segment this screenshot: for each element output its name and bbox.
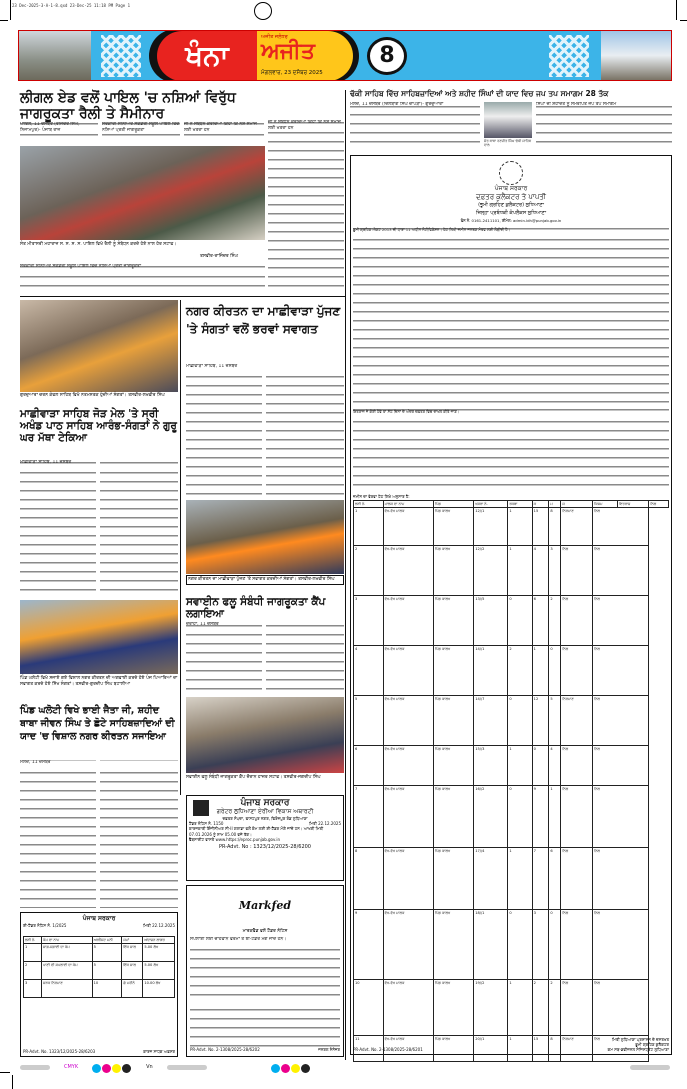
table-cell: 15 — [532, 1036, 549, 1062]
tender-table — [23, 936, 175, 998]
ad-url: ਵੈੱਬਸਾਈਟ ਵਾਸਤੇ www.https://eproc.punjab.gov.in — [189, 837, 280, 842]
photo-credit: ਤਸਵੀਰ-ਗੁਰਦੀਪ ਸਿੰਘ ਬਟਾਲੀਆ — [75, 682, 131, 687]
ad-advt-number: PR-Advt. No. 2-1308/2025-28/6201 — [353, 1047, 423, 1052]
photo-health-camp — [186, 697, 344, 773]
cmyk-dots-icon — [92, 1058, 132, 1077]
signatory-title: ਭੂਮੀ ਗ੍ਰਹਿਣ ਕੁਲੈਕਟਰ — [635, 1042, 669, 1047]
signatory-office: ਕਮ ਸਬ-ਡਵੀਜ਼ਨਲ ਮੈਜਿਸਟ੍ਰੇਟ ਲੁਧਿਆਣਾ — [607, 1047, 669, 1052]
ad-date: ਮਿਤੀ 22.12.2025 — [309, 821, 341, 826]
table-cell: 1 — [508, 746, 532, 786]
table-cell: ਵੱਖ-ਵੱਖ ਮਾਲਕ — [383, 910, 433, 980]
table-cell: 12//2 — [474, 546, 508, 596]
photo-caption — [20, 676, 178, 688]
table-cell: 12 — [532, 696, 549, 746]
masthead — [18, 30, 672, 81]
table-cell: 2 — [24, 962, 42, 980]
table-cell: 0 — [508, 696, 532, 746]
divider — [180, 300, 181, 795]
signature-line: ਮਿਤੀ ਲੁਧਿਆਣਾ ਪ੍ਰਸ਼ਾਸਨ ਦੇ ਦਸਤਖਤ — [611, 1037, 669, 1042]
table-cell: 4 — [354, 646, 384, 696]
table-cell: 16//2 — [474, 786, 508, 848]
table-cell: 12//1 — [474, 508, 508, 546]
divider — [345, 90, 346, 1060]
column-header: ਅੰਦਾਜ਼ਨ ਲਾਗਤ — [143, 937, 175, 944]
cmyk-dots-icon — [271, 1058, 311, 1077]
story-text: ਮਲੌਦ, 11 ਦਸੰਬਰ — [20, 760, 96, 908]
table-cell: ਨਿਲ — [593, 910, 649, 980]
story-text: ਪਾਇਲ, 11 ਦਸੰਬਰ (ਰਜਿੰਦਰ ਸਿੰਘ, ਨਿਜਾਮਪੁਰ)- ਪੰਜਾਬ ਰਾਜ — [20, 122, 98, 142]
paper-logo — [257, 31, 353, 81]
table-cell: 13//5 — [474, 596, 508, 646]
column-header: ਮਾਲਕ ਦਾ ਨਾਮ — [383, 501, 433, 508]
cmyk-label: CMYK — [64, 1064, 79, 1070]
city-name: ਖੰਨਾ — [157, 31, 257, 81]
ad-markfed — [186, 885, 344, 1057]
table-cell: 7 — [532, 848, 549, 910]
ad-signatory: ਕਾਰਜ ਸਾਧਕ ਅਫ਼ਸਰ — [143, 1049, 175, 1054]
paper-name: ਅਜੀਤ — [261, 39, 315, 64]
table-cell: ਨਿਲ — [561, 910, 593, 980]
story-text: ਸਰਕਾਰੀ ਸੀਨੀਅਰ ਸੈਕੰਡਰੀ ਸਕੂਲ ਪਾਇਲ ਵਿਚ ਨਸ਼ਿਆਂ ਪ੍ਰਤੀ ਜਾਗਰੂਕਤਾ — [102, 122, 180, 142]
table-cell: ਨਿਲ — [593, 646, 649, 696]
table-cell: ਵੱਖ-ਵੱਖ ਮਾਲਕ — [383, 848, 433, 910]
table-cell: ਨਿਲ — [593, 980, 649, 1036]
table-cell: ਨਿਰਮਾਣ — [561, 1036, 593, 1062]
table-cell: 1 — [532, 646, 549, 696]
table-row — [354, 910, 669, 980]
column-header: ਰਕਬਾ — [508, 501, 532, 508]
page-number: 8 — [367, 37, 407, 75]
photo-credit: ਤਸਵੀਰ-ਜਗਦੀਪ ਸਿੰਘ — [283, 775, 321, 780]
table-cell: 1 — [508, 980, 532, 1036]
ad-glada — [186, 795, 344, 881]
table-cell: ਪਿੰਡ ਕਾਲਖ — [434, 546, 474, 596]
table-cell: 0 — [549, 910, 561, 980]
table-cell: ਨਿਲ — [561, 848, 593, 910]
notice-sub2: ਜ਼ਿਲ੍ਹਾ ਪ੍ਰਬੰਧਕੀ ਕੰਪਲੈਕਸ ਲੁਧਿਆਣਾ — [475, 210, 547, 216]
photo-caption: ਸੰਤ ਮੀਤਾਸਰੀ ਮਹਾਰਾਜ ਸ. ਸ. ਸ. ਸ. ਪਾਇਲ ਵਿਖੇ ਰੈਲੀ ਨੂੰ ਸੰਬੋਧਨ ਕਰਦੇ ਹੋਏ ਨਾਲ ਹੋਰ ਸਟਾਫ। — [20, 242, 177, 247]
table-row — [354, 596, 669, 646]
table-row — [354, 696, 669, 746]
ad-ref: ਈ-ਟੈਂਡਰ ਨੋਟਿਸ ਨੰ. 1/2025 — [23, 923, 67, 928]
table-cell: ਛੇ ਮਹੀਨੇ — [122, 980, 143, 998]
table-cell: 3 — [549, 546, 561, 596]
photo-caption: ਸੰਤ ਬਾਬਾ ਰਣਜੀਤ ਸਿੰਘ ਢੱਕੀ ਸਾਹਿਬ ਵਾਲੇ — [484, 139, 532, 147]
table-cell: 0 — [508, 596, 532, 646]
table-cell: 1 — [508, 508, 532, 546]
table-cell: ਨਿਲ — [561, 786, 593, 848]
table-cell: 0 — [508, 910, 532, 980]
table-cell: 2 — [549, 980, 561, 1036]
table-cell: ਪਿੰਡ ਕਾਲਖ — [434, 646, 474, 696]
notice-title: ਪੰਜਾਬ ਸਰਕਾਰ — [494, 185, 528, 192]
print-mark: Vn — [146, 1064, 153, 1070]
table-cell: ਨਿਲ — [561, 596, 593, 646]
ad-text — [190, 997, 340, 1047]
land-table — [353, 500, 669, 1062]
table-cell: ਵੱਖ-ਵੱਖ ਮਾਲਕ — [383, 980, 433, 1036]
table-cell: ਨਿਲ — [561, 746, 593, 786]
table-cell: 5 — [549, 696, 561, 746]
photo-procession — [20, 600, 178, 674]
table-cell: ਵੱਖ-ਵੱਖ ਮਾਲਕ — [383, 596, 433, 646]
masthead-photo-left — [19, 31, 91, 80]
grey-bar — [630, 1065, 670, 1070]
story-text: ਜੀ ਨੇ ਸੰਬੋਧਨ ਕਰਦਿਆਂ ਕਿਹਾ ਕਿ ਨਸ਼ੇ ਸਮਾਜ ਲਈ ਖਤਰਾ ਹਨ — [268, 120, 344, 292]
table-cell: ਸਾਫ਼-ਸਫ਼ਾਈ ਦਾ ਕੰਮ — [42, 944, 93, 962]
story-text: ਸਰਕਾਰੀ ਸੀਨੀਅਰ ਸੈਕੰਡਰੀ ਸਕੂਲ ਪਾਇਲ ਵਿਚ ਨਸ਼ਿਆਂ ਪ੍ਰਤੀ ਜਾਗਰੂਕਤਾ — [20, 264, 265, 292]
table-cell: 1 — [354, 508, 384, 546]
decorative-pattern — [549, 35, 589, 77]
column-header: ਲੜੀ ਨੰ. — [24, 937, 42, 944]
table-cell: ਵੱਖ-ਵੱਖ ਮਾਲਕ — [383, 746, 433, 786]
table-cell: 14//1 — [474, 646, 508, 696]
table-cell: 2 — [508, 646, 532, 696]
headline-swine-flu: ਸਵਾਈਨ ਫਲੂ ਸੰਬੰਧੀ ਜਾਗਰੂਕਤਾ ਕੈਂਪ ਲਗਾਇਆ — [186, 596, 326, 621]
table-cell: 5 — [92, 944, 122, 962]
table-cell: 10 — [354, 980, 384, 1036]
markfed-logo: Markfed — [238, 899, 292, 912]
table-cell: 2 — [354, 546, 384, 596]
government-emblem-icon — [193, 800, 209, 816]
table-cell: ਪਿੰਡ ਕਾਲਖ — [434, 910, 474, 980]
notice-dept: ਦਫ਼ਤਰ ਕੁਲੈਕਟਰ ਤੇ ਪਾਪਤੀ — [476, 193, 546, 201]
table-cell: ਪਿੰਡ ਕਾਲਖ — [434, 508, 474, 546]
table-cell: ਪਾਣੀ ਦੀ ਸਪਲਾਈ ਦਾ ਕੰਮ — [42, 962, 93, 980]
table-cell: 17//4 — [474, 848, 508, 910]
table-cell: ਵੱਖ-ਵੱਖ ਮਾਲਕ — [383, 696, 433, 746]
ad-land-acquisition-notice — [350, 155, 672, 1055]
table-cell: ਵੱਖ-ਵੱਖ ਮਾਲਕ — [383, 1036, 433, 1062]
table-cell: 14//7 — [474, 696, 508, 746]
decorative-pattern — [101, 35, 141, 77]
headline-nagar-kirtan: ਨਗਰ ਕੀਰਤਨ ਦਾ ਮਾਛੀਵਾੜਾ ਪੁੱਜਣ 'ਤੇ ਸੰਗਤਾਂ ਵਲੋਂ ਭਰਵਾਂ ਸਵਾਗਤ — [186, 304, 341, 336]
notice-sub: (ਭੂਮੀ ਗ੍ਰਹਿਣ ਕੁਲੈਕਟਰ) ਲੁਧਿਆਣਾ — [478, 202, 544, 208]
ad-address: ਦਫ਼ਤਰ ਸੰਪਦਾ, ਫਾਸਟਪੁਰ ਨਗਰ, ਫਿਰੋਜ਼ਪੁਰ ਰੋਡ ਲੁਧਿਆਣਾ — [222, 816, 308, 821]
table-cell: 9 — [354, 910, 384, 980]
column-header: ਕ — [532, 501, 549, 508]
divider — [20, 296, 345, 297]
issue-date: ਮੰਗਲਵਾਰ, 23 ਦਸੰਬਰ 2025 — [261, 70, 323, 76]
table-cell: 1 — [508, 1036, 532, 1062]
story-text: ਮਲੌਦ, 11 ਦਸੰਬਰ (ਦਿਲਬਾਗ ਸਿੰਘ ਚਾਪੜਾ)- ਗੁਰਦੁਆਰਾ — [350, 102, 480, 146]
table-row — [354, 848, 669, 910]
table-title: ਜ਼ਮੀਨ ਦਾ ਵੇਰਵਾ ਹੇਠ ਲਿਖੇ ਅਨੁਸਾਰ ਹੈ: — [353, 494, 410, 499]
grey-bar — [167, 1065, 207, 1070]
story-text: ਸਿੰਘਾਂ ਦੀ ਸ਼ਹਾਦਤ ਨੂੰ ਸਮਰਪਿਤ ਜਪ ਤਪ ਸਮਾਗਮ — [536, 102, 672, 146]
photo-nagar-kirtan — [186, 500, 344, 574]
table-cell: ਪਿੰਡ ਕਾਲਖ — [434, 786, 474, 848]
table-cell: ਨਿਰਮਾਣ — [561, 696, 593, 746]
table-cell: 2 — [549, 596, 561, 646]
column-header: ਸ — [561, 501, 593, 508]
table-cell: 9 — [532, 786, 549, 848]
ad-advt-number: PR-Advt. No. 1323/12/2025-28/6203 — [23, 1049, 96, 1054]
photo-gurdwara — [20, 300, 178, 392]
table-cell: ਪਿੰਡ ਕਾਲਖ — [434, 980, 474, 1036]
photo-caption — [20, 393, 178, 399]
table-cell: ਵੱਖ-ਵੱਖ ਮਾਲਕ — [383, 508, 433, 546]
crop-mark — [0, 20, 8, 21]
column-header: ਸਮਾਂ — [122, 937, 143, 944]
column-header: ਲੜੀ ਨੰ. — [354, 501, 384, 508]
story-text: ਦੋਰਾਹਾ, 11 ਦਸੰਬਰ — [186, 622, 262, 694]
crop-mark — [0, 1072, 10, 1073]
table-cell: 3 — [24, 980, 42, 998]
notice-contact: ਫੋਨ ਨੰ. 0161-2411101, ਈਮੇਲ: admin.ldh@punjab.gov.in — [460, 218, 562, 223]
ad-date: ਮਿਤੀ 22.12.2025 — [143, 923, 175, 928]
grey-bar — [20, 1065, 50, 1070]
photo-rally — [20, 146, 265, 240]
table-cell: 3 — [354, 596, 384, 646]
table-cell: 15//3 — [474, 746, 508, 786]
table-cell: ਨਿਲ — [593, 786, 649, 848]
ad-ref: ਟੈਂਡਰ ਨੋਟਿਸ ਨੰ. 1150 — [189, 821, 224, 826]
caption-text: ਨਗਰ ਕੀਰਤਨ ਦਾ ਮਾਛੀਵਾੜਾ ਪੁੱਜਣ 'ਤੇ ਸਵਾਗਤ ਕਰਦੀਆਂ ਸੰਗਤਾਂ। — [188, 577, 297, 582]
story-text — [266, 622, 344, 694]
column-header: ਕਿਸਮ — [593, 501, 618, 508]
table-row — [354, 980, 669, 1036]
table-cell: 5 — [354, 696, 384, 746]
table-cell: 19//2 — [474, 980, 508, 1036]
table-cell: ਨਿਲ — [561, 646, 593, 696]
table-cell: 18//1 — [474, 910, 508, 980]
table-cell: ਪਿੰਡ ਕਾਲਖ — [434, 1036, 474, 1062]
table-row — [354, 746, 669, 786]
column-header: ਇਤਰਾਜ਼ — [618, 501, 649, 508]
photo-caption — [186, 575, 344, 585]
table-cell: ਪਿੰਡ ਕਾਲਖ — [434, 848, 474, 910]
table-cell: 8 — [354, 848, 384, 910]
table-row — [24, 980, 175, 998]
notice-text: ਭੂਮੀ ਗ੍ਰਹਿਣ ਐਕਟ 2013 ਦੀ ਧਾਰਾ 11 ਅਧੀਨ ਨੋਟੀਫਿਕੇਸ਼ਨ। ਹੇਠ ਲਿਖੀ ਜ਼ਮੀਨ ਜਨਤਕ ਮੰਤਵ ਲਈ ਲੋੜੀਂਦੀ ਹੈ। — [353, 227, 669, 409]
table-cell: 1 — [508, 546, 532, 596]
table-row — [354, 786, 669, 848]
headline-akhand-path: ਮਾਛੀਵਾੜਾ ਸਾਹਿਬ ਜੋੜ ਮੇਲ 'ਤੇ ਸ੍ਰੀ ਅਖੰਡ ਪਾਠ ਸਾਹਿਬ ਆਰੰਭ-ਸੰਗਤਾਂ ਨੇ ਗੁਰੂ ਘਰ ਮੱਥਾ ਟੇਕਿਆ — [20, 408, 177, 445]
table-cell: ਇੱਕ ਸਾਲ — [122, 944, 143, 962]
table-cell: 8 — [549, 1036, 561, 1062]
ad-title: ਮਾਰਕਫੈੱਡ ਵਲੋਂ ਟੈਂਡਰ ਨੋਟਿਸ — [242, 929, 288, 934]
table-cell: 6 — [549, 848, 561, 910]
notice-text: ਇਤਰਾਜ਼ ਜੇ ਕੋਈ ਹੋਵੇ ਤਾਂ ਸੱਠ ਦਿਨਾਂ ਦੇ ਅੰਦਰ ਦਫ਼ਤਰ ਵਿਚ ਦਾਖਲ ਕੀਤੇ ਜਾਣ। — [353, 409, 669, 493]
tagline: ਅਜੀਤ ਜਲੰਧਰ — [261, 34, 288, 40]
ad-tender-small — [20, 912, 178, 1057]
headline-ghaloti: ਪਿੰਡ ਘਲੋਟੀ ਵਿਖੇ ਭਾਈ ਜੈਤਾ ਜੀ, ਸ਼ਹੀਦ ਬਾਬਾ ਜੀਵਨ ਸਿੰਘ ਤੇ ਛੋਟੇ ਸਾਹਿਬਜ਼ਾਦਿਆਂ ਦੀ ਯਾਦ 'ਚ ਵਿਸ਼ਾਲ ਨਗਰ ਕੀਰਤਨ ਸਜਾਇਆ — [20, 705, 175, 742]
table-cell: 5.00 ਲੱਖ — [143, 962, 175, 980]
table-cell: ਪਿੰਡ ਕਾਲਖ — [434, 696, 474, 746]
table-cell: 20//1 — [474, 1036, 508, 1062]
ad-advt-number: PR-Advt. No : 1323/12/2025-28/6200 — [218, 844, 311, 850]
table-cell: 6 — [354, 746, 384, 786]
story-text — [100, 760, 178, 908]
story-text — [266, 364, 344, 496]
table-cell: 1 — [508, 848, 532, 910]
headline-legal-aid: ਲੀਗਲ ਏਡ ਵਲੋਂ ਪਾਇਲ 'ਚ ਨਸ਼ਿਆਂ ਵਿਰੁੱਧ ਜਾਗਰੂਕਤਾ ਰੈਲੀ ਤੇ ਸੈਮੀਨਾਰ — [20, 90, 236, 123]
column-header: ਕੰਮ ਦਾ ਨਾਮ — [42, 937, 93, 944]
table-cell: ਪਿੰਡ ਕਾਲਖ — [434, 596, 474, 646]
column-header: ਮ — [549, 501, 561, 508]
table-row — [24, 962, 175, 980]
ad-org: ਗਰੇਟਰ ਲੁਧਿਆਣਾ ਏਰੀਆ ਵਿਕਾਸ ਅਥਾਰਟੀ — [216, 808, 314, 815]
table-cell: ਨਿਲ — [593, 546, 649, 596]
caption-text: ਗੁਰਦੁਆਰਾ ਚਰਨ ਕੰਵਲ ਸਾਹਿਬ ਵਿਖੇ ਨਤਮਸਤਕ ਹੁੰਦੀਆਂ ਸੰਗਤਾਂ। — [20, 393, 127, 398]
table-cell: 11 — [354, 1036, 384, 1062]
ad-text: ਕਾਰਜਕਾਰੀ ਇੰਜੀਨੀਅਰ ਸੀ-II ਗਲਾਡਾ ਵਲੋਂ ਕੰਮ ਲਈ ਈ-ਟੈਂਡਰ ਮੰਗੇ ਜਾਂਦੇ ਹਨ। ਆਖਰੀ ਮਿਤੀ 07.01.2026 ਨੂੰ ਸ਼ਾਮ 05.00 ਵਜੇ ਤੱਕ। — [189, 826, 324, 837]
table-cell: 1 — [24, 944, 42, 962]
story-text: ਜੀ ਨੇ ਸੰਬੋਧਨ ਕਰਦਿਆਂ ਕਿਹਾ ਕਿ ਨਸ਼ੇ ਸਮਾਜ ਲਈ ਖਤਰਾ ਹਨ — [184, 122, 264, 142]
ad-title: ਪੰਜਾਬ ਸਰਕਾਰ — [82, 915, 116, 922]
table-row — [354, 646, 669, 696]
table-row — [354, 546, 669, 596]
ad-title: ਪੰਜਾਬ ਸਰਕਾਰ — [240, 798, 290, 808]
print-slug: 23 Dec-2025-3-A-1-8.qxd 23-Dec-25 11:18 PM Page 1 — [12, 3, 131, 8]
table-cell: 10 — [92, 980, 122, 998]
print-color-bar — [20, 1061, 670, 1073]
table-cell: 0 — [549, 646, 561, 696]
table-cell: 15 — [532, 508, 549, 546]
table-cell: 5 — [92, 962, 122, 980]
ad-signatory: ਜਨਰਲ ਮੈਨੇਜਰ — [318, 1047, 340, 1052]
caption-text: ਪਿੰਡ ਘਲੋਟੀ ਵਿਖੇ ਸਜਾਏ ਗਏ ਵਿਸ਼ਾਲ ਨਗਰ ਕੀਰਤਨ ਦੀ ਅਗਵਾਈ ਕਰਦੇ ਹੋਏ ਪੰਜ ਪਿਆਰਿਆਂ ਦਾ ਸਵਾਗਤ ਕਰਦੇ ਹੋਏ ਸਿੱਖ ਸੰਗਤਾਂ। — [20, 676, 178, 687]
table-cell: ਵੱਖ-ਵੱਖ ਮਾਲਕ — [383, 646, 433, 696]
table-cell: ਪਿੰਡ ਕਾਲਖ — [434, 746, 474, 786]
table-cell: ਨਿਲ — [593, 746, 649, 786]
caption-text: ਸਵਾਈਨ ਫਲੂ ਸੰਬੰਧੀ ਜਾਗਰੂਕਤਾ ਕੈਂਪ ਦੌਰਾਨ ਹਾਜ਼ਰ ਸਟਾਫ। — [186, 775, 283, 780]
column-header: ਨਿਲ — [649, 501, 669, 508]
table-cell: 2 — [532, 980, 549, 1036]
table-row — [24, 944, 175, 962]
crop-mark — [676, 0, 677, 20]
table-cell: 6 — [532, 596, 549, 646]
table-cell: ਨਿਰਮਾਣ — [561, 508, 593, 546]
table-cell: 0 — [532, 746, 549, 786]
table-cell: ਨਿਲ — [561, 546, 593, 596]
column-header: ਅਰਨੈਸਟ ਮਨੀ — [92, 937, 122, 944]
table-cell: ਨਿਲ — [593, 1036, 649, 1062]
crop-mark — [12, 1075, 13, 1089]
table-cell: 10.00 ਲੱਖ — [143, 980, 175, 998]
photo-sant — [484, 102, 532, 138]
table-row — [354, 508, 669, 546]
table-cell: 1 — [549, 786, 561, 848]
photo-credit: ਤਸਵੀਰ-ਲਖਵੀਰ ਸਿੰਘ — [298, 577, 335, 582]
column-header: ਪਿੰਡ — [434, 501, 474, 508]
photo-credit: ਤਸਵੀਰ-ਲਖਵੀਰ ਸਿੰਘ — [128, 393, 165, 398]
masthead-photo-right — [601, 31, 672, 80]
photo-credit: ਤਸਵੀਰ-ਰਾਜਿੰਦਰ ਸਿੰਘ — [200, 254, 238, 259]
ad-text: ਸਪਲਾਈ ਲਈ ਚਾਹਵਾਨ ਫਰਮਾਂ ਤੋਂ ਈ-ਟੈਂਡਰ ਮੰਗੇ ਜਾਂਦੇ ਹਨ। — [190, 937, 340, 997]
table-cell: ਨਿਲ — [593, 508, 649, 546]
crop-mark — [680, 20, 687, 21]
table-cell: 0 — [508, 786, 532, 848]
table-cell: ਨਿਲ — [561, 980, 593, 1036]
table-cell: ਸੜਕ ਨਿਰਮਾਣ — [42, 980, 93, 998]
table-cell: ਨਿਲ — [593, 848, 649, 910]
headline-dhakki-sahib: ਢੱਕੀ ਸਾਹਿਬ ਵਿੱਚ ਸਾਹਿਬਜ਼ਾਦਿਆਂ ਅਤੇ ਸ਼ਹੀਦ ਸਿੰਘਾਂ ਦੀ ਯਾਦ ਵਿਚ ਜਪ ਤਪ ਸਮਾਗਮ 28 ਤੱਕ — [350, 89, 609, 98]
story-text: ਮਾਛੀਵਾੜਾ ਸਾਹਿਬ, 11 ਦਸੰਬਰ — [20, 460, 96, 596]
table-cell: 4 — [532, 546, 549, 596]
column-header: ਖਸਰਾ ਨੰ. — [474, 501, 508, 508]
photo-caption — [186, 775, 344, 781]
table-cell: ਵੱਖ-ਵੱਖ ਮਾਲਕ — [383, 546, 433, 596]
table-cell: 8 — [549, 508, 561, 546]
table-cell: ਨਿਲ — [593, 696, 649, 746]
table-cell: ਇੱਕ ਸਾਲ — [122, 962, 143, 980]
table-cell: 4 — [549, 746, 561, 786]
table-cell: 3 — [532, 910, 549, 980]
story-text: ਮਾਛੀਵਾੜਾ ਸਾਹਿਬ, 11 ਦਸੰਬਰ — [186, 364, 262, 496]
story-text — [100, 460, 178, 596]
table-cell: ਵੱਖ-ਵੱਖ ਮਾਲਕ — [383, 786, 433, 848]
registration-mark-icon — [254, 2, 272, 20]
ad-advt-number: PR-Advt. No. 2-1308/2025-28/6202 — [190, 1047, 260, 1052]
table-cell: 7 — [354, 786, 384, 848]
table-cell: ਨਿਲ — [593, 596, 649, 646]
government-seal-icon — [499, 161, 523, 185]
table-cell: 5.00 ਲੱਖ — [143, 944, 175, 962]
crop-mark — [10, 0, 11, 20]
